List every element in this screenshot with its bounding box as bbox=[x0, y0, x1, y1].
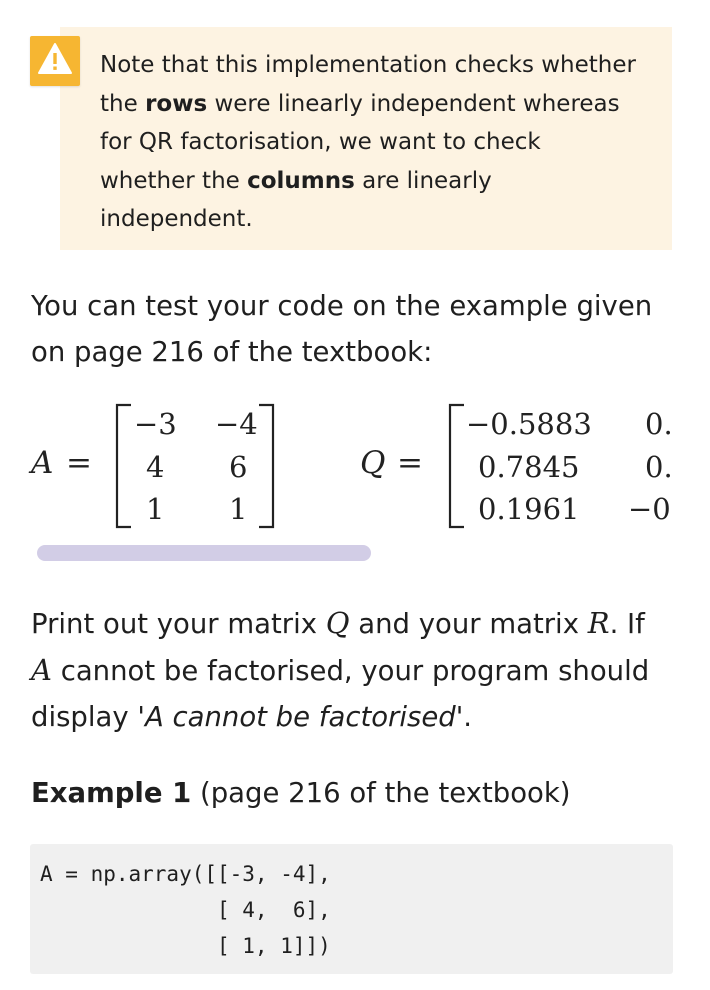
code-line-2: [ 4, 6], bbox=[40, 898, 331, 922]
code-line-3: [ 1, 1]]) bbox=[40, 934, 331, 958]
code-line-1: A = np.array([[-3, -4], bbox=[40, 862, 331, 886]
warning-triangle-icon bbox=[37, 42, 73, 76]
warning-text bbox=[100, 46, 665, 239]
test-paragraph bbox=[31, 283, 652, 375]
q-cell-1-1: 0. bbox=[645, 450, 673, 484]
a-symbol: A bbox=[31, 653, 52, 687]
q-cell-0-1: 0. bbox=[645, 407, 673, 441]
example-label: Example 1 bbox=[31, 777, 192, 809]
warning-line-5: independent. bbox=[100, 206, 253, 232]
test-line-2: on page 216 of the textbook: bbox=[31, 336, 433, 368]
a-cell-2-1: 1 bbox=[229, 492, 248, 526]
matrix-a-left-bracket bbox=[112, 403, 136, 529]
test-line-1: You can test your code on the example given bbox=[31, 290, 653, 322]
rows-emphasis: rows bbox=[145, 90, 208, 117]
matrix-a-label: A bbox=[31, 445, 54, 481]
error-message-text: A cannot be factorised bbox=[144, 701, 456, 733]
example-source: (page 216 of the textbook) bbox=[191, 777, 571, 809]
warning-badge bbox=[30, 36, 80, 86]
example-heading bbox=[31, 770, 571, 816]
equals-sign-a: = bbox=[66, 445, 92, 481]
matrix-equation-block bbox=[0, 395, 680, 535]
horizontal-scrollbar[interactable] bbox=[37, 545, 371, 561]
q-cell-0-0: −0.5883 bbox=[466, 407, 592, 441]
matrix-a-right-bracket bbox=[254, 403, 278, 529]
matrix-q-label: Q bbox=[360, 445, 386, 481]
a-cell-0-0: −3 bbox=[134, 407, 177, 441]
a-cell-2-0: 1 bbox=[146, 492, 165, 526]
q-cell-2-0: 0.1961 bbox=[478, 492, 580, 526]
q-symbol: Q bbox=[325, 606, 350, 640]
q-cell-2-1: −0 bbox=[628, 492, 671, 526]
print-line-2: A cannot be factorised, your program should bbox=[31, 653, 650, 687]
warning-line-4: whether the columns are linearly bbox=[100, 167, 492, 194]
r-symbol: R bbox=[587, 606, 610, 640]
code-block bbox=[30, 844, 673, 974]
print-line-1: Print out your matrix Q and your matrix R. If bbox=[31, 606, 645, 640]
print-paragraph bbox=[31, 600, 649, 740]
warning-line-2: the rows were linearly independent whereas bbox=[100, 90, 620, 117]
equals-sign-q: = bbox=[397, 445, 423, 481]
warning-line-3: for QR factorisation, we want to check bbox=[100, 129, 541, 155]
a-cell-1-1: 6 bbox=[229, 450, 248, 484]
a-cell-0-1: −4 bbox=[215, 407, 258, 441]
columns-emphasis: columns bbox=[247, 167, 355, 194]
warning-line-1: Note that this implementation checks whether bbox=[100, 52, 636, 78]
q-cell-1-0: 0.7845 bbox=[478, 450, 580, 484]
a-cell-1-0: 4 bbox=[146, 450, 165, 484]
print-line-3: display 'A cannot be factorised'. bbox=[31, 701, 473, 733]
